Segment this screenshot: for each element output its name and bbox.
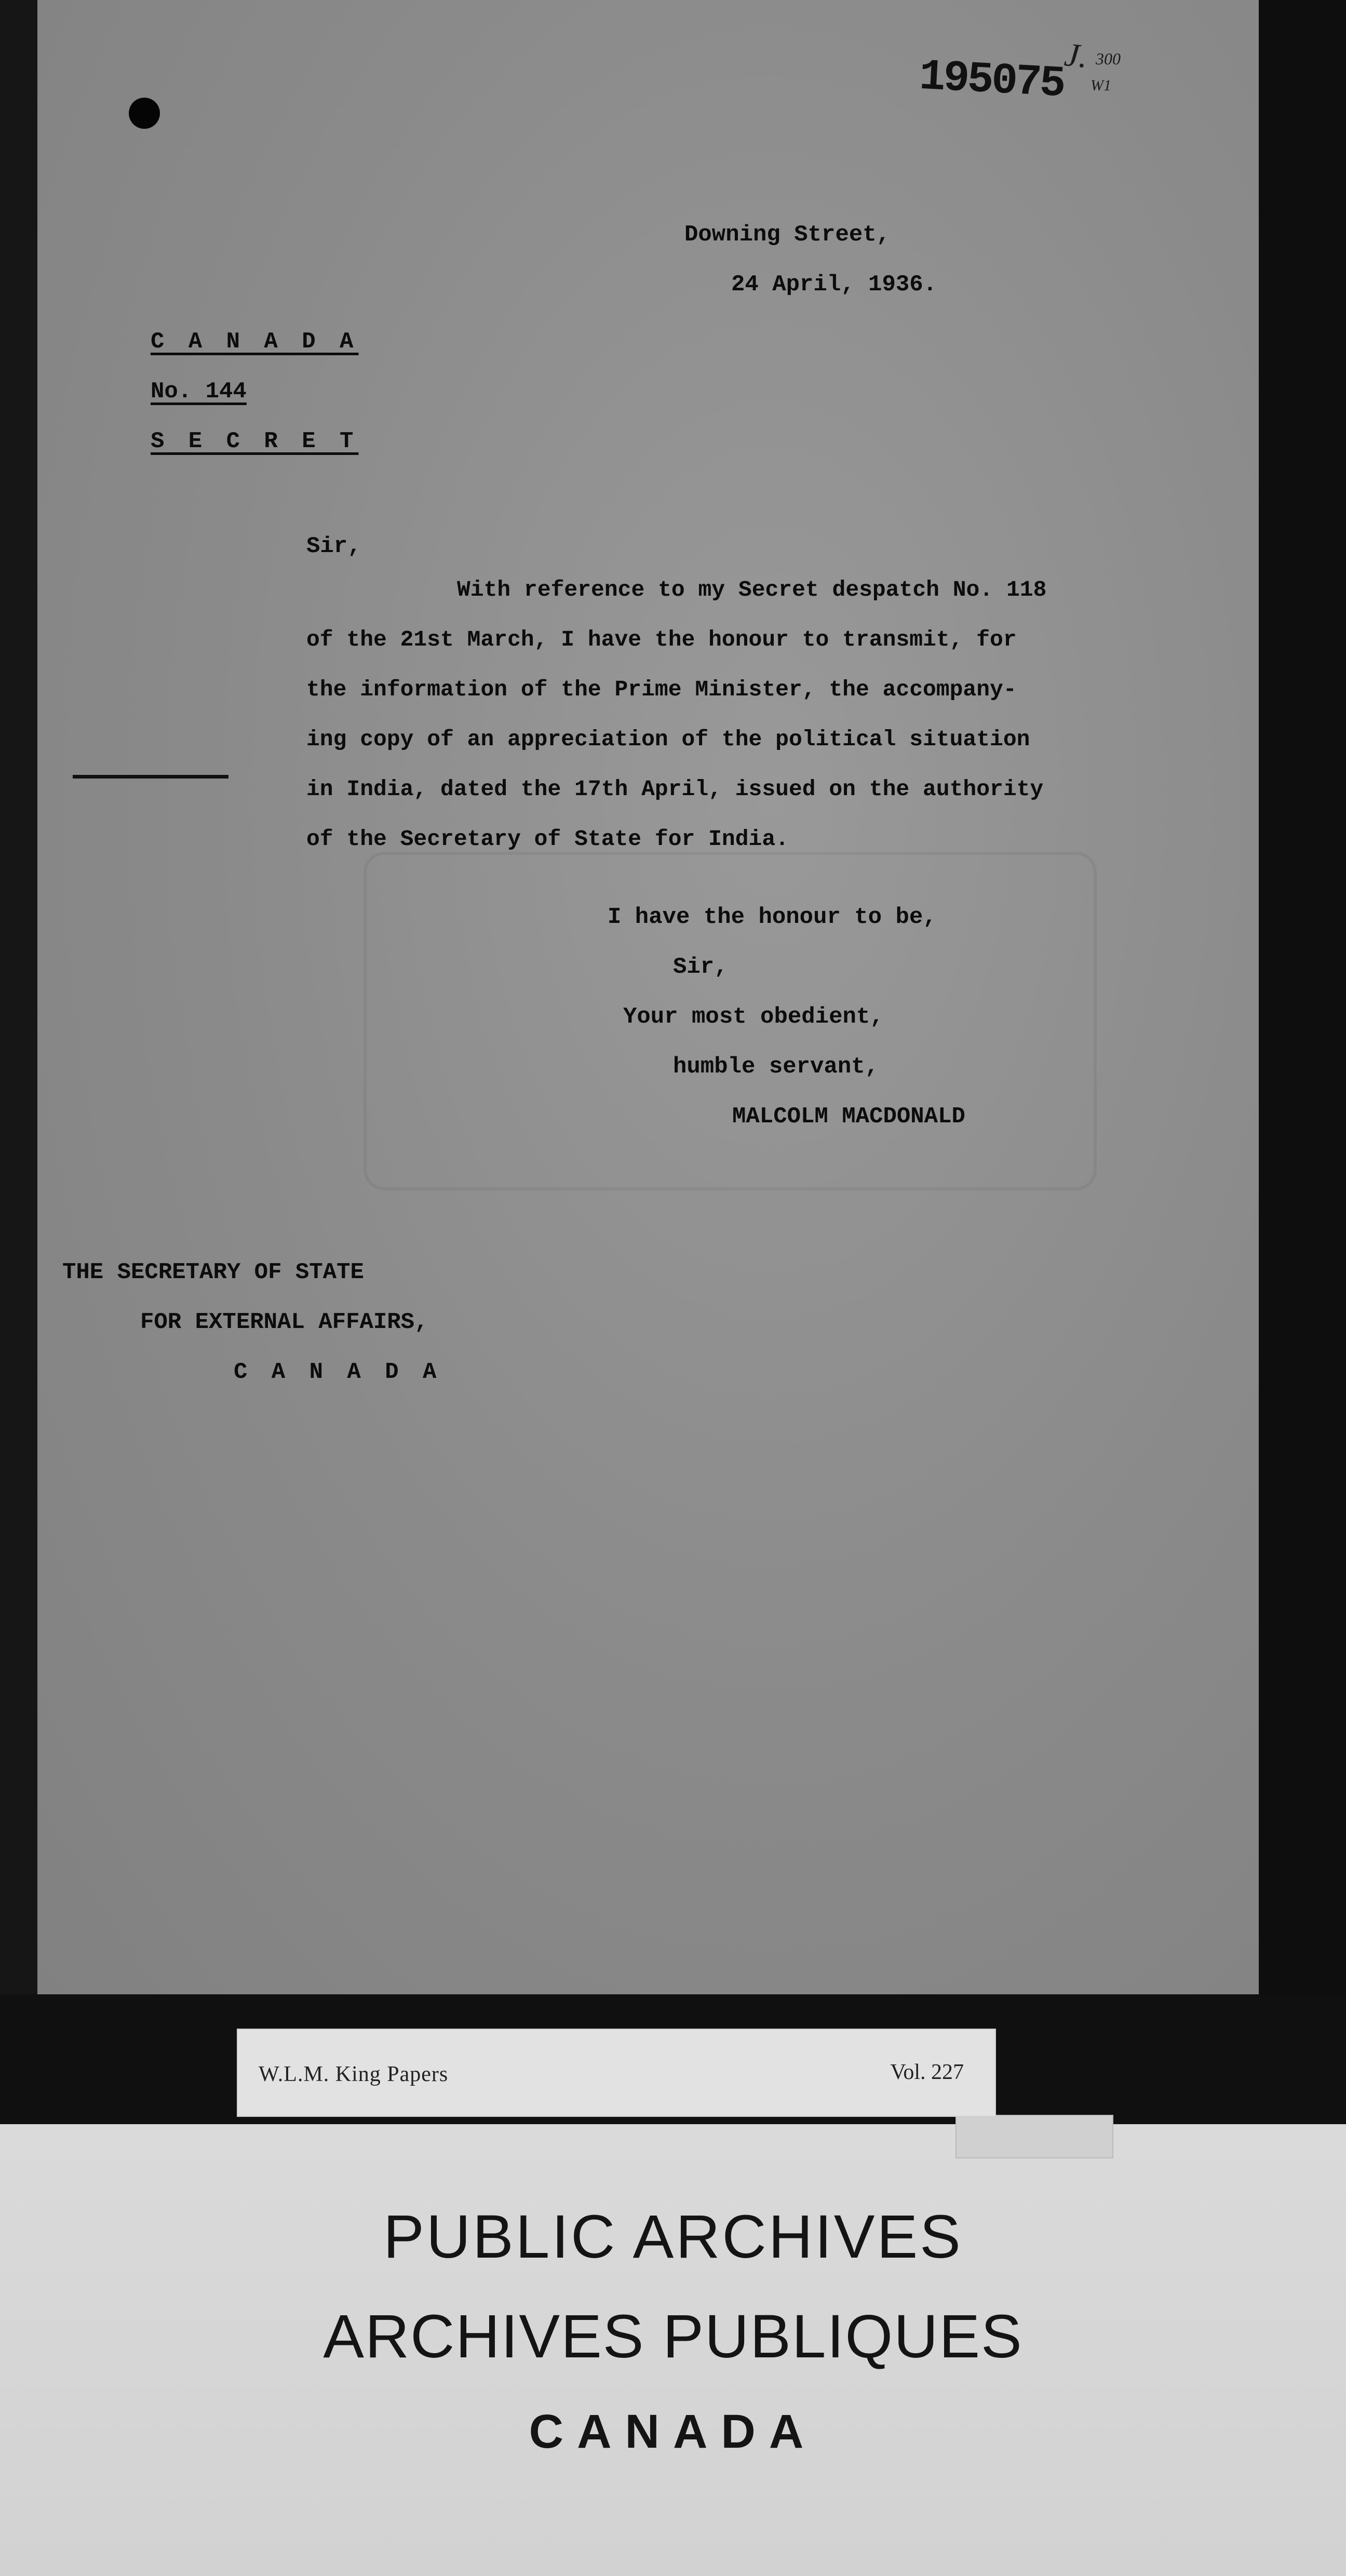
handwritten-annotation-bottom: W1 [1091, 77, 1111, 94]
archive-country: CANADA [529, 2405, 817, 2458]
archive-title-en: PUBLIC ARCHIVES [383, 2203, 963, 2271]
body-line: of the 21st March, I have the honour to transmit, for [306, 627, 1017, 652]
document-number-stamp: 195075 [918, 52, 1065, 110]
address-line: Downing Street, [684, 222, 891, 248]
body-line: in India, dated the 17th April, issued on the authority [306, 776, 1044, 802]
signature-name: MALCOLM MACDONALD [732, 1104, 965, 1130]
recipient-line: C A N A D A [234, 1359, 442, 1385]
body-line: With reference to my Secret despatch No. 118 [457, 577, 1047, 602]
collection-label [237, 2029, 996, 2117]
classification-heading: S E C R E T [151, 428, 359, 454]
date-line: 24 April, 1936. [731, 272, 937, 298]
salutation: Sir, [306, 533, 361, 559]
despatch-number: No. 144 [151, 379, 247, 405]
closing-line: Sir, [673, 954, 728, 980]
punch-hole [129, 98, 160, 129]
body-line: the information of the Prime Minister, the accompany- [306, 677, 1017, 702]
body-line: of the Secretary of State for India. [306, 826, 789, 852]
closing-line: humble servant, [673, 1054, 879, 1080]
recipient-line: THE SECRETARY OF STATE [62, 1259, 364, 1285]
recipient-line: FOR EXTERNAL AFFAIRS, [140, 1309, 428, 1335]
card-tab [955, 2115, 1113, 2158]
collection-name: W.L.M. King Papers [259, 2062, 449, 2086]
country-heading: C A N A D A [151, 329, 359, 355]
closing-line: Your most obedient, [623, 1004, 884, 1030]
body-line: ing copy of an appreciation of the political situation [306, 727, 1030, 752]
closing-line: I have the honour to be, [608, 904, 937, 930]
archive-title-fr: ARCHIVES PUBLIQUES [323, 2302, 1023, 2371]
margin-rule [73, 775, 228, 779]
volume-number: Vol. 227 [890, 2060, 964, 2084]
handwritten-annotation-top: 300 [1096, 49, 1121, 68]
handwritten-annotation: J. [1062, 35, 1090, 75]
scan-border-right [1259, 0, 1346, 1994]
